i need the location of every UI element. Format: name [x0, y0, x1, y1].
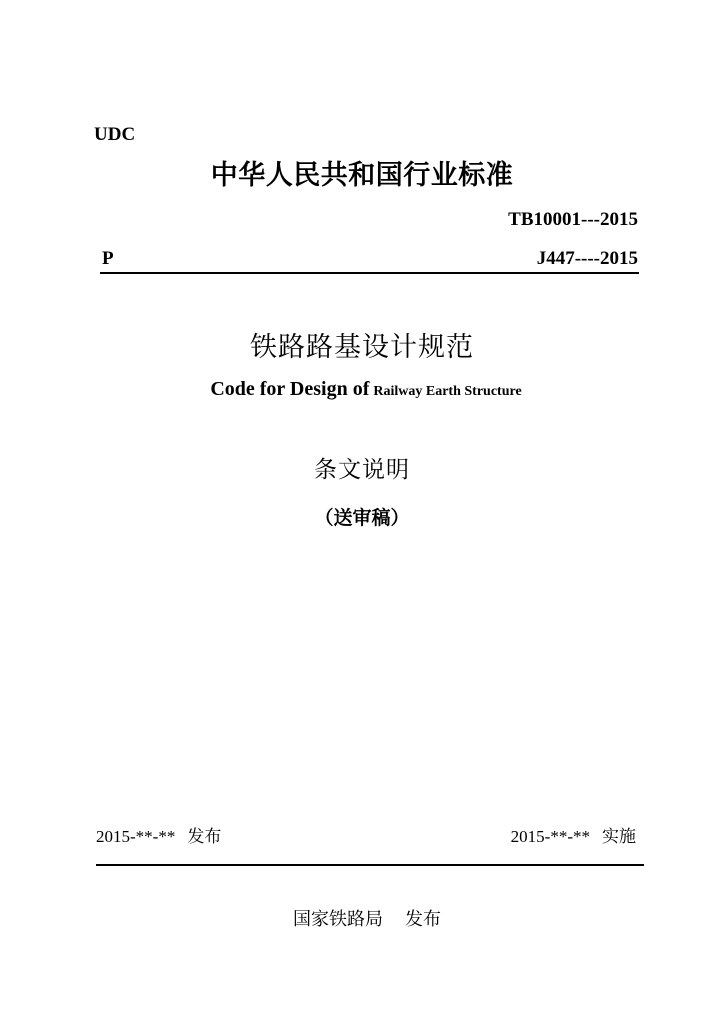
- bottom-divider: [96, 864, 644, 866]
- standard-type-heading: 中华人民共和国行业标准: [210, 160, 514, 191]
- classification-row: [100, 248, 639, 274]
- english-title-main: Code for Design of: [210, 378, 370, 400]
- release-label: 发布: [187, 827, 222, 847]
- release-date-line: [96, 822, 221, 847]
- publisher-name: 国家铁路局: [293, 909, 383, 930]
- release-date: 2015-**-**: [96, 827, 176, 846]
- udc-label: UDC: [94, 124, 136, 145]
- draft-note: （送审稿）: [314, 507, 410, 529]
- effective-label: 实施: [602, 827, 636, 847]
- publish-label: 发布: [405, 909, 441, 930]
- classification-code: P: [102, 248, 114, 269]
- document-title: 铁路路基设计规范: [250, 332, 474, 363]
- record-number: J447----2015: [536, 248, 638, 269]
- english-title-rest: Railway Earth Structure: [373, 384, 522, 399]
- effective-date: 2015-**-**: [510, 827, 590, 846]
- effective-date-line: [511, 822, 636, 847]
- english-title: [0, 378, 724, 401]
- document-subtitle: 条文说明: [314, 457, 410, 482]
- publisher-line: [0, 905, 724, 931]
- standard-code-number: TB10001---2015: [508, 209, 638, 230]
